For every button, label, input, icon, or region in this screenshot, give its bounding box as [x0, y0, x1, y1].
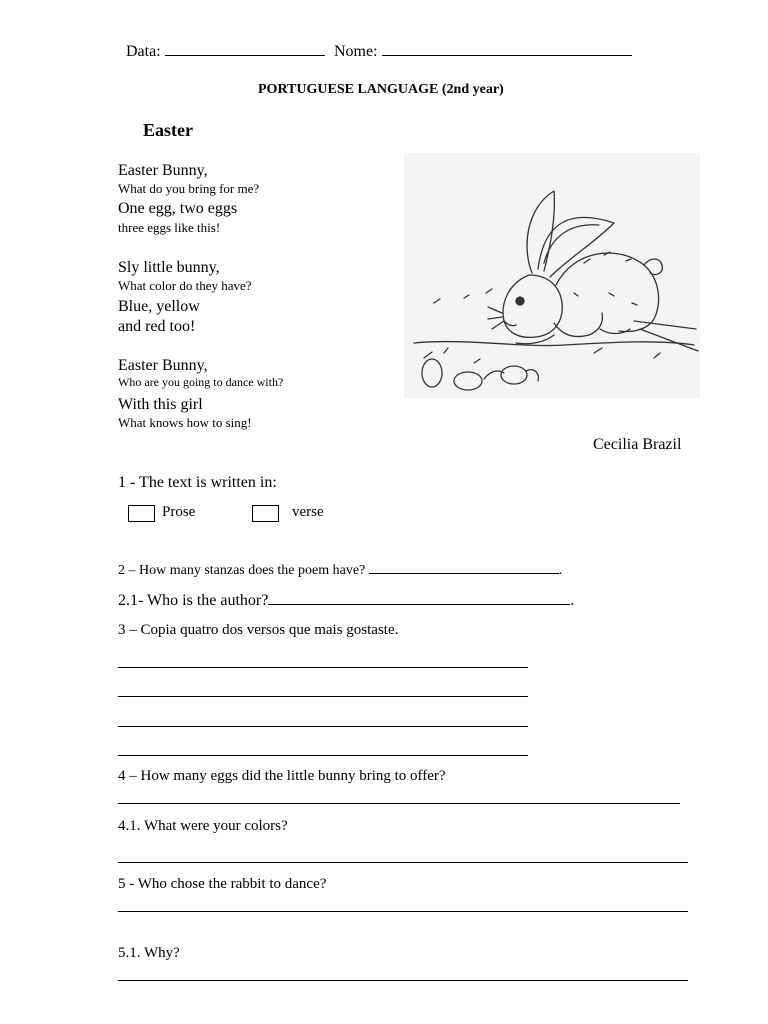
question-5-1: 5.1. Why? [118, 945, 180, 961]
verse-answer-line[interactable] [118, 726, 528, 727]
poem-line: What do you bring for me? [118, 181, 260, 196]
period: . [558, 563, 563, 578]
poem-line: and red too! [118, 318, 196, 335]
question-4: 4 – How many eggs did the little bunny bring to offer? [118, 768, 446, 784]
subject-title: PORTUGUESE LANGUAGE (2nd year) [258, 82, 504, 97]
question-2-1: 2.1- Who is the author? [118, 592, 269, 609]
period: . [570, 592, 575, 609]
poem-line: One egg, two eggs [118, 200, 238, 217]
why-answer-line[interactable] [118, 980, 688, 981]
name-label: Nome: [334, 43, 378, 60]
question-1: 1 - The text is written in: [118, 474, 277, 491]
stanzas-answer-field[interactable] [369, 573, 559, 574]
question-3: 3 – Copia quatro dos versos que mais gostaste. [118, 622, 399, 638]
verse-answer-line[interactable] [118, 696, 528, 697]
poem-line: Sly little bunny, [118, 259, 220, 276]
author-answer-field[interactable] [268, 604, 570, 605]
verse-option-label: verse [292, 504, 324, 520]
poem-line: What color do they have? [118, 278, 252, 293]
name-field[interactable] [382, 55, 632, 56]
question-4-1: 4.1. What were your colors? [118, 818, 288, 834]
eggs-answer-line[interactable] [118, 803, 680, 804]
poem-title: Easter [143, 120, 193, 140]
name-row [334, 44, 632, 60]
poem-line: What knows how to sing! [118, 415, 252, 430]
poem-line: three eggs like this! [118, 220, 221, 235]
date-label: Data: [126, 43, 161, 60]
question-5: 5 - Who chose the rabbit to dance? [118, 876, 327, 892]
date-field[interactable] [165, 55, 325, 56]
date-row [126, 44, 325, 60]
poem-line: With this girl [118, 396, 203, 413]
verse-answer-line[interactable] [118, 667, 528, 668]
poem-line: Blue, yellow [118, 298, 200, 315]
question-2: 2 – How many stanzas does the poem have? [118, 563, 366, 578]
question-2-row [118, 564, 562, 578]
verse-checkbox[interactable] [252, 505, 279, 522]
poem-line: Easter Bunny, [118, 162, 208, 179]
poem-author: Cecilia Brazil [593, 436, 682, 453]
poem-line: Easter Bunny, [118, 357, 208, 374]
prose-option-label: Prose [162, 504, 196, 520]
verse-answer-line[interactable] [118, 755, 528, 756]
rabbit-illustration [404, 153, 700, 398]
dance-answer-line[interactable] [118, 911, 688, 912]
colors-answer-line[interactable] [118, 862, 688, 863]
prose-checkbox[interactable] [128, 505, 155, 522]
poem-line: Who are you going to dance with? [118, 375, 284, 389]
question-2-1-row [118, 593, 574, 609]
